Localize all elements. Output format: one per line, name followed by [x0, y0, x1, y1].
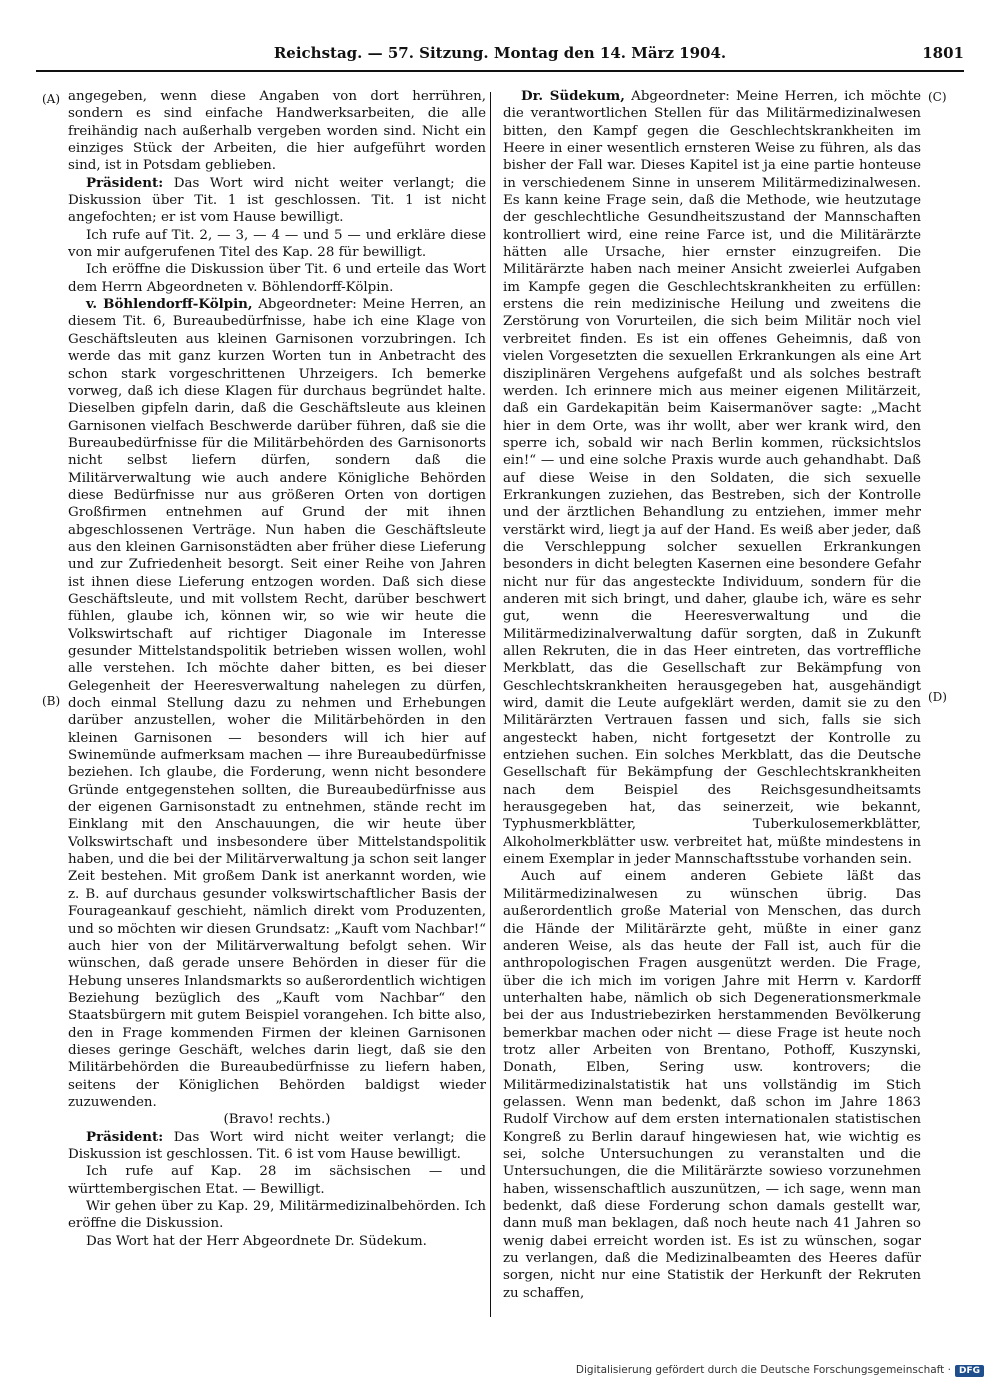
running-title: Reichstag. — 57. Sitzung. Montag den 14. März 1904.: [273, 44, 727, 62]
right-column: [503, 88, 921, 1338]
paragraph-text: Abgeordneter: Meine Herren, ich möchte die verantwortlichen Stellen für das Militärmedizinalwesen bitten, den Kampf gegen die Geschlechtskrankheiten im Heere in einer wesentlich ernsteren Weise zu führen, als das bisher der Fall war. Dieses Kapitel ist ja eine partie honteuse in verschiedenem Sinne in unserem Militärmedizinalwesen. Es kann keine Frage sein, daß die Methode, wie heutzutage der geschlechtliche Gesundheitszustand der Mannschaften kontrolliert wird, eine reine Farce ist, und die Militärärzte hätten alle Ursache, hier ernster einzugreifen. Die Militärärzte haben nach meiner Ansicht zweierlei Aufgaben im Kampfe gegen die Geschlechtskrankheiten zu erfüllen: erstens die rein medizinische Heilung und zweitens die Zerstörung von Vorurteilen, die sich beim Militär noch viel verbreitet finden. Es ist ein offenes Geheimnis, daß von vielen Vorgesetzten die sexuellen Erkrankungen als eine Art disziplinären Vergehens aufgefaßt und als solches bestraft werden. Ich erinnere mich aus meiner eigenen Militärzeit, daß ein Gardekapitän beim Kaisermanöver sagte: „Macht hier in dem Orte, was ihr wollt, aber wer krank wird, den sperre ich, sobald wir nach Berlin kommen, rücksichtslos ein!“ — und eine solche Praxis wurde auch gehandhabt. Daß auf diese Weise in den Soldaten, die sich sexuelle Erkrankungen zuziehen, das Bestreben, sich der Kontrolle und der ärztlichen Behandlung zu entziehen, immer mehr verstärkt wird, liegt ja auf der Hand. Es weiß aber jeder, daß die Verschleppung solcher sexuellen Erkrankungen besonders in dicht belegten Kasernen eine besondere Gefahr nicht nur für das angesteckte Individuum, sondern für die anderen mit sich bringt, und daher, glaube ich, wäre es sehr gut, wenn die Heeresverwaltung und die Militärmedizinalverwaltung dafür sorgten, daß in Zukunft allen Rekruten, die in das Heer eintreten, das vortreffliche Merkblatt, das die Gesellschaft zur Bekämpfung von Geschlechtskrankheiten herausgegeben hat, ausgehändigt wird, damit die Leute aufgeklärt werden, damit sie zu den Militärärzten Vertrauen fassen und sich, falls sie sich angesteckt haben, nicht fortgesetzt der Kontrolle zu entziehen suchen. Ein solches Merkblatt, das die Deutsche Gesellschaft für Bekämpfung der Geschlechtskrankheiten nach dem Beispiel des Reichsgesundheitsamts herausgegeben hat, das seinerzeit, wie bekannt, Typhusmerkblätter, Tuberkulosemerkblätter, Alkoholmerkblätter usw. verbreitet hat, müßte mindestens in einem Exemplar in jeder Mannschaftsstube vorhanden sein.: [503, 89, 921, 868]
margin-mark-d: (D): [928, 690, 947, 704]
speaker-name: v. Böhlendorff-Kölpin,: [86, 296, 253, 313]
margin-mark-a: (A): [42, 92, 61, 106]
footer-credit: [576, 1364, 984, 1377]
column-divider: [490, 92, 491, 1317]
paragraph-text: Abgeordneter: Meine Herren, an diesem Tit. 6, Bureaubedürfnisse, habe ich eine Klage von Geschäftsleuten aus kleinen Garnisonen vorzubringen. Ich werde das mit ganz kurzen Worten tun in Anbetracht des schon stark vorgeschrittenen Uhrzeigers. Ich bemerke vorweg, daß ich diese Klagen für durchaus begründet halte. Dieselben gipfeln darin, daß die Geschäftsleute aus kleinen Garnisonen vielfach Beschwerde darüber führen, daß sie die Bureaubedürfnisse für die Militärbehörden des Garnisonorts nicht selbst liefern dürfen, sondern daß die Militärverwaltung wie auch andere Königliche Behörden diese Bedürfnisse nur aus größeren Orten von dortigen Großfirmen entnehmen auf Grund der mit ihnen abgeschlossenen Verträge. Nun haben die Geschäftsleute aus den kleinen Garnisonstädten aber früher diese Lieferung und zur Zufriedenheit besorgt. Seit einer Reihe von Jahren ist ihnen diese Lieferung entzogen worden. Daß sich diese Geschäftsleute, und mit vollstem Recht, darüber beschwert fühlen, glaube ich, können wir, so wie wir heute die Volkswirtschaft auf richtiger Diagonale im Interesse gesunder Mittelstandspolitik betrieben wissen wollen, wohl alle verstehen. Ich möchte daher bitten, es bei dieser Gelegenheit der Heeresverwaltung nahelegen zu dürfen, doch einmal Stellung dazu zu nehmen und Erhebungen darüber anzustellen, woher die Militärbehörden in den kleinen Garnisonen — besonders will ich hier auf Swinemünde aufmerksam machen — ihre Bureaubedürfnisse beziehen. Ich glaube, die Forderung, wenn nicht besondere Gründe entgegenstehen sollten, die Bureaubedürfnisse aus der eigenen Garnisonstadt zu entnehmen, stände recht im Einklang mit den Anschauungen, die wir heute über Volkswirtschaft und insbesondere über Mittelstandspolitik haben, und die bei der Militärverwaltung ja schon seit langer Zeit bestehen. Mit großem Dank ist anerkannt worden, wie z. B. auf durchaus gesunder volkswirtschaftlicher Basis der Fourageankauf geschieht, nämlich direkt vom Produzenten, und so möchten wir diesen Grundsatz: „Kauft vom Nachbar!“ auch hier von der Militärverwaltung befolgt sehen. Wir wünschen, daß gerade unsere Behörden in dieser für die Hebung unseres Inlandsmarkts so außerordentlich wichtigen Beziehung bezüglich des „Kauft vom Nachbar“ den Staatsbürgern mit gutem Beispiel vorangehen. Ich bitte also, den in Frage kommenden Firmen der kleinen Garnisonen dieses geringe Geschäft, welches darin liegt, daß sie den Militärbehörden die Bureaubedürfnisse zu liefern haben, seitens der Königlichen Behörden baldigst wieder zuzuwenden.: [68, 297, 486, 1110]
speaker-name: Präsident:: [86, 174, 164, 191]
paragraph-text: Das Wort wird nicht weiter verlangt; die Diskussion ist geschlossen. Tit. 6 ist vom Hause bewilligt.: [68, 1129, 486, 1162]
page-number: 1801: [922, 44, 964, 62]
paragraph: [68, 1129, 486, 1164]
paragraph-text: angegeben, wenn diese Angaben von dort herrühren, sondern es sind einfache Handwerksarbeiten, die alle freihändig nach außerhalb vergeben worden sind. Nicht ein einziges Stück der Arbeiten, die hier aufgeführt worden sind, ist in Potsdam geblieben.: [68, 89, 486, 174]
paragraph: [503, 868, 921, 1302]
page-header: [36, 40, 964, 68]
left-column: [68, 88, 486, 1338]
header-rule: [36, 70, 964, 72]
paragraph-text: Das Wort wird nicht weiter verlangt; die Diskussion über Tit. 1 ist geschlossen. Tit. 1 ist nicht angefochten; er ist vom Hause bewilligt.: [68, 175, 486, 226]
paragraph: [68, 227, 486, 262]
paragraph-text: Wir gehen über zu Kap. 29, Militärmedizinalbehörden. Ich eröffne die Diskussion.: [68, 1199, 486, 1232]
paragraph-text: (Bravo! rechts.): [223, 1112, 331, 1128]
paragraph: [68, 1233, 486, 1250]
paragraph: [68, 1111, 486, 1128]
paragraph-text: Ich rufe auf Kap. 28 im sächsischen — und württembergischen Etat. — Bewilligt.: [68, 1164, 486, 1197]
paragraph: [68, 261, 486, 296]
footer-text: Digitalisierung gefördert durch die Deutsche Forschungsgemeinschaft ·: [575, 1364, 951, 1376]
paragraph-text: Auch auf einem anderen Gebiete läßt das Militärmedizinalwesen zu wünschen übrig. Das außerordentlich große Material von Menschen, das durch die Hände der Militärärzte geht, müßte in einer ganz anderen Weise, als das heute der Fall ist, auch für die anthropologischen Fragen ausgenützt werden. Die Frage, über die ich mich im vorigen Jahre mit Herrn v. Kardorff unterhalten habe, nämlich ob sich Degenerationsmerkmale bei der aus Industriebezirken herstammenden Bevölkerung bemerkbar machen oder nicht — diese Frage ist heute noch trotz aller Arbeiten von Brentano, Pothoff, Kuszynski, Donath, Elben, Sering usw. kontrovers; die Militärmedizinalstatistik hat uns vollständig im Stich gelassen. Wenn man bedenkt, daß schon im Jahre 1863 Rudolf Virchow auf dem ersten internationalen statistischen Kongreß zu Berlin darauf hingewiesen hat, wie wichtig es sei, solche Untersuchungen zu veranstalten und die Untersuchungen, die die Militärärzte sowieso vorzunehmen haben, wissenschaftlich auszunützen, — ich sage, wenn man bedenkt, daß diese Forderung schon damals gestellt war, dann muß man beklagen, daß noch heute nach 41 Jahren so wenig dabei erreicht worden ist. Es ist zu wünschen, sogar zu verlangen, daß die Medizinalbeamten des Heeres dafür sorgen, nicht nur eine Statistik der Herkunft der Rekruten zu schaffen,: [503, 869, 921, 1301]
margin-mark-c: (C): [928, 90, 947, 104]
dfg-logo: DFG: [955, 1365, 984, 1377]
paragraph-text: Ich eröffne die Diskussion über Tit. 6 und erteile das Wort dem Herrn Abgeordneten v. Böhlendorff-Kölpin.: [68, 262, 486, 295]
paragraph-text: Das Wort hat der Herr Abgeordnete Dr. Südekum.: [86, 1233, 427, 1249]
paragraph: [503, 88, 921, 868]
paragraph-text: Ich rufe auf Tit. 2, — 3, — 4 — und 5 — und erkläre diese von mir aufgerufenen Titel des Kap. 28 für bewilligt.: [68, 227, 486, 261]
paragraph: [68, 1163, 486, 1198]
paragraph: [68, 88, 486, 175]
paragraph: [68, 175, 486, 227]
speaker-name: Dr. Südekum,: [521, 88, 625, 104]
paragraph: [68, 296, 486, 1111]
paragraph: [68, 1198, 486, 1233]
speaker-name: Präsident:: [86, 1128, 164, 1145]
margin-mark-b: (B): [42, 694, 61, 708]
